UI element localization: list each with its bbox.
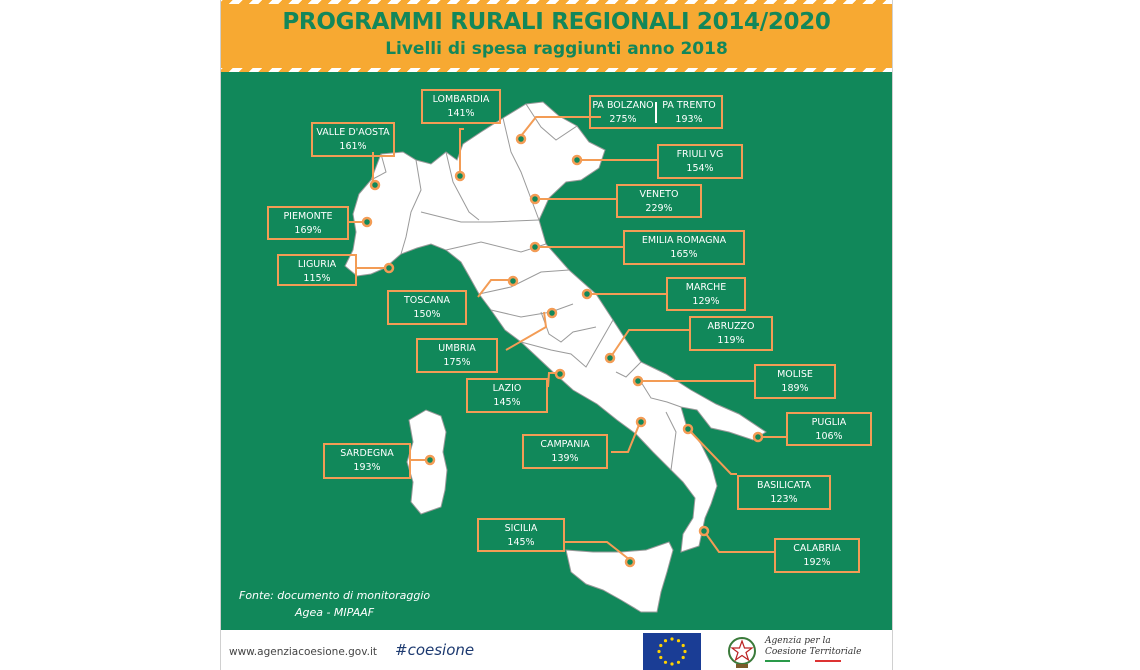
marker-marche: [583, 290, 591, 298]
region-name: CAMPANIA: [540, 439, 590, 450]
marker-toscana: [509, 277, 517, 285]
region-name: UMBRIA: [438, 343, 476, 354]
region-label-molise: [754, 364, 836, 399]
region-value: 229%: [645, 203, 673, 214]
marker-friuli-vg: [573, 156, 581, 164]
footer: [221, 630, 892, 670]
region-name: PUGLIA: [811, 417, 847, 428]
hashtag: #coesione: [395, 641, 475, 659]
region-label-emilia-romagna: [623, 230, 745, 265]
eu-flag-icon: [643, 633, 701, 670]
region-name: SARDEGNA: [340, 448, 394, 459]
page-subtitle: Livelli di spesa raggiunti anno 2018: [385, 39, 728, 59]
marker-liguria: [385, 264, 393, 272]
region-label-marche: [666, 277, 746, 311]
region-value: 189%: [781, 383, 809, 394]
region-value: 145%: [493, 397, 521, 408]
region-value: 175%: [443, 357, 471, 368]
region-name: VALLE D'AOSTA: [316, 127, 390, 138]
website-link[interactable]: www.agenziacoesione.gov.it: [229, 646, 377, 658]
marker-emilia-romagna: [531, 243, 539, 251]
region-label-puglia: [786, 412, 872, 446]
marker-molise: [634, 377, 642, 385]
region-name: PA BOLZANO: [592, 100, 654, 111]
source-note: [239, 587, 430, 621]
region-value: 119%: [717, 335, 745, 346]
region-label-bolzano-trento: [589, 95, 723, 129]
region-value: 154%: [686, 163, 714, 174]
region-name: LAZIO: [492, 383, 522, 394]
marker-lazio: [556, 370, 564, 378]
page-title: PROGRAMMI RURALI REGIONALI 2014/2020: [282, 9, 831, 35]
infographic-poster: [220, 0, 893, 670]
region-name: EMILIA ROMAGNA: [641, 235, 727, 246]
marker-valle-daosta: [371, 181, 379, 189]
region-label-lazio: [466, 378, 548, 413]
region-value: 193%: [353, 462, 381, 473]
region-label-abruzzo: [689, 316, 773, 351]
region-label-campania: [522, 434, 608, 469]
region-name: MARCHE: [685, 282, 727, 293]
header-banner: [221, 0, 892, 72]
marker-sardegna: [426, 456, 434, 464]
region-name: BASILICATA: [757, 480, 811, 491]
agency-line-2: Coesione Territoriale: [765, 647, 862, 657]
region-label-toscana: [387, 290, 467, 325]
region-label-sicilia: [477, 518, 565, 552]
marker-calabria: [700, 527, 708, 535]
agency-logo: [765, 636, 890, 662]
marker-puglia: [754, 433, 762, 441]
region-name: TOSCANA: [403, 295, 451, 306]
region-name: FRIULI VG: [676, 149, 724, 160]
region-name: PIEMONTE: [283, 211, 333, 222]
source-line-2: Agea - MIPAAF: [294, 606, 375, 619]
marker-campania: [637, 418, 645, 426]
region-name: CALABRIA: [793, 543, 841, 554]
marker-bolzano-trento: [517, 135, 525, 143]
region-value: 106%: [815, 431, 843, 442]
marker-basilicata: [684, 425, 692, 433]
region-value: 169%: [294, 225, 322, 236]
trento-block: [657, 99, 721, 127]
agency-line-1: Agenzia per la: [765, 636, 831, 646]
region-label-piemonte: [267, 206, 349, 240]
region-label-basilicata: [737, 475, 831, 510]
region-label-calabria: [774, 538, 860, 573]
region-name: PA TRENTO: [662, 100, 716, 111]
marker-piemonte: [363, 218, 371, 226]
marker-abruzzo: [606, 354, 614, 362]
region-name: SICILIA: [504, 523, 538, 534]
region-label-valle-daosta: [311, 122, 395, 157]
region-value: 139%: [551, 453, 579, 464]
region-name: LOMBARDIA: [432, 94, 490, 105]
marker-lombardia: [456, 172, 464, 180]
region-name: VENETO: [639, 189, 679, 200]
region-value: 275%: [609, 114, 637, 125]
header-stripes-top: [221, 0, 892, 4]
region-label-sardegna: [323, 443, 411, 479]
region-value: 192%: [803, 557, 831, 568]
region-label-lombardia: [421, 89, 501, 124]
region-value: 193%: [675, 114, 703, 125]
region-name: LIGURIA: [297, 259, 337, 270]
source-line-1: Fonte: documento di monitoraggio: [239, 589, 431, 602]
region-value: 129%: [692, 296, 720, 307]
marker-sicilia: [626, 558, 634, 566]
marker-veneto: [531, 195, 539, 203]
region-value: 150%: [413, 309, 441, 320]
bolzano-block: [591, 99, 655, 127]
italy-map-area: [221, 72, 892, 630]
region-label-veneto: [616, 184, 702, 218]
region-name: ABRUZZO: [707, 321, 755, 332]
region-value: 123%: [770, 494, 798, 505]
region-label-liguria: [277, 254, 357, 286]
italian-tricolor-bar: [765, 660, 841, 662]
region-label-friuli-vg: [657, 144, 743, 179]
region-value: 161%: [339, 141, 367, 152]
region-label-umbria: [416, 338, 498, 373]
marker-umbria: [548, 309, 556, 317]
italian-republic-emblem-icon: [726, 634, 758, 670]
region-name: MOLISE: [777, 369, 813, 380]
region-value: 141%: [447, 108, 475, 119]
region-value: 115%: [303, 273, 331, 284]
region-value: 165%: [670, 249, 698, 260]
region-value: 145%: [507, 537, 535, 548]
